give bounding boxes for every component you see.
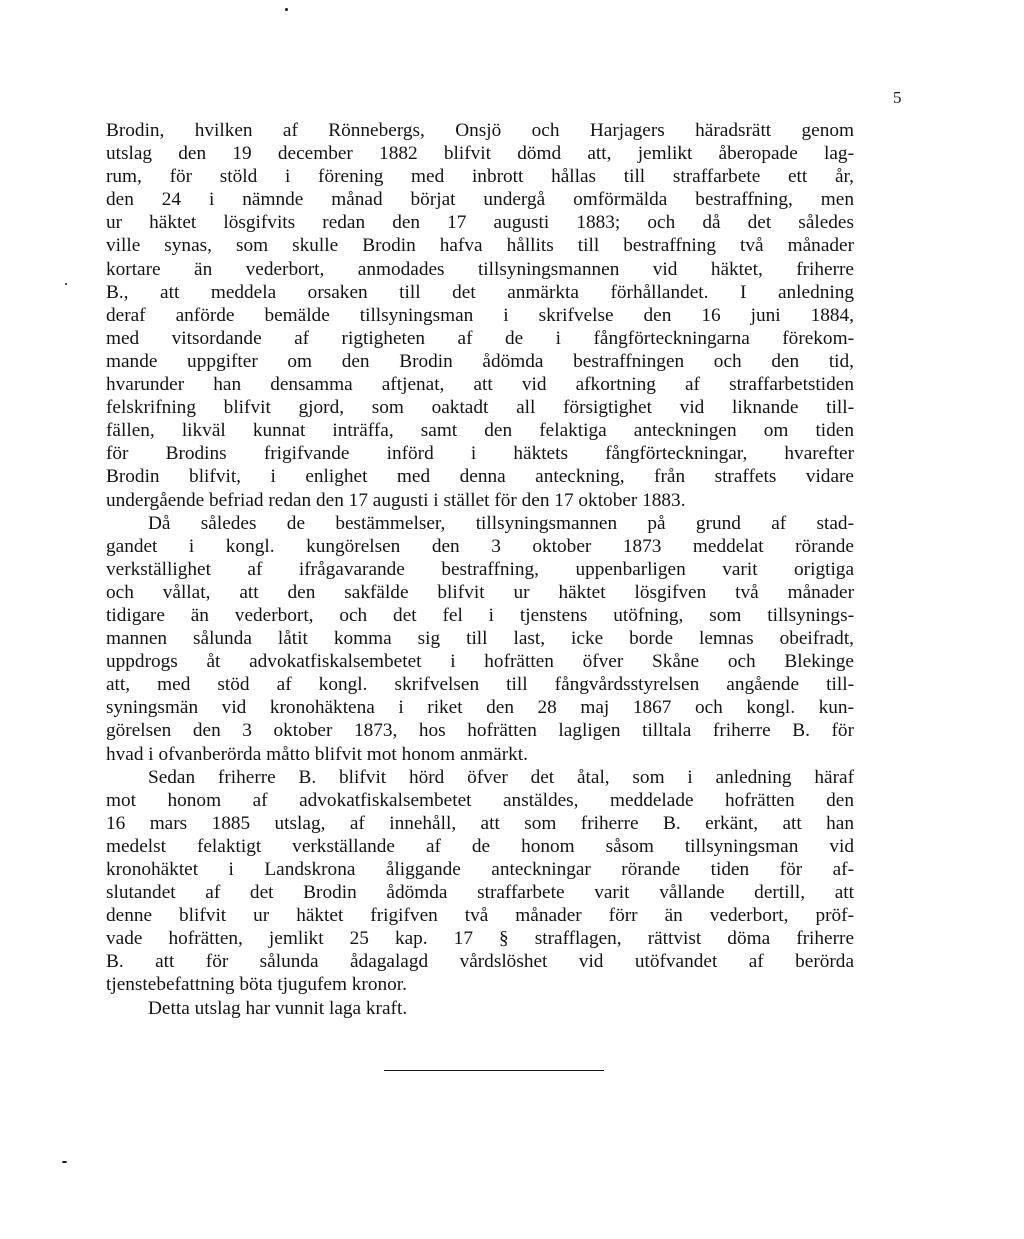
text-line: tjenstebefattning böta tjugufem kronor. xyxy=(106,974,407,996)
text-line: undergående befriad redan den 17 augusti i stället för den 17 oktober 1883. xyxy=(106,489,686,511)
text-line: Sedan friherre B. blifvit hörd öfver det åtal, som i anledning häraf xyxy=(148,766,854,788)
text-line: Brodin, hvilken af Rönnebergs, Onsjö och Harjagers häradsrätt genom xyxy=(106,120,854,141)
text-line: denne blifvit ur häktet frigifven två månader förr än vederbort, pröf- xyxy=(106,905,854,927)
print-speck xyxy=(285,8,288,11)
text-line: rum, för stöld i förening med inbrott hållas till straffarbete ett år, xyxy=(106,166,854,188)
text-line: med vitsordande af rigtigheten af de i fångförteckningarna förekom- xyxy=(106,327,854,349)
text-line: utslag den 19 december 1882 blifvit dömd att, jemlikt åberopade lag- xyxy=(106,143,854,165)
page-number: 5 xyxy=(893,88,902,107)
text-line: mannen sålunda låtit komma sig till last, icke borde lemnas obeifradt, xyxy=(106,628,854,650)
body-text xyxy=(106,119,854,1020)
text-line: görelsen den 3 oktober 1873, hos hofrätten lagligen tilltala friherre B. för xyxy=(106,720,854,742)
text-line: Detta utslag har vunnit laga kraft. xyxy=(148,997,408,1019)
text-line: felskrifning blifvit gjord, som oaktadt all försigtighet vid liknande till- xyxy=(106,397,854,419)
text-line: Då således de bestämmelser, tillsyningsmannen på grund af stad- xyxy=(148,512,854,534)
text-line: kronohäktet i Landskrona åliggande anteckningar rörande tiden för af- xyxy=(106,859,854,880)
text-line: att, med stöd af kongl. skrifvelsen till fångvårdsstyrelsen angående till- xyxy=(106,674,854,696)
text-line: Brodin blifvit, i enlighet med denna anteckning, från straffets vidare xyxy=(106,466,854,488)
text-line: slutandet af det Brodin ådömda straffarbete varit vållande dertill, att xyxy=(106,882,854,904)
text-line: mande uppgifter om den Brodin ådömda bestraffningen och den tid, xyxy=(106,350,854,372)
text-line: för Brodins frigifvande införd i häktets fångförteckningar, hvarefter xyxy=(106,443,854,465)
text-line: den 24 i nämnde månad börjat undergå omförmälda bestraffning, men xyxy=(106,189,854,211)
text-line: uppdrogs åt advokatfiskalsembetet i hofrätten öfver Skåne och Blekinge xyxy=(106,651,854,673)
text-line: ville synas, som skulle Brodin hafva hållits till bestraffning två månader xyxy=(106,235,854,257)
text-line: och vållat, att den sakfälde blifvit ur häktet lösgifven två månader xyxy=(106,581,854,603)
text-line: kortare än vederbort, anmodades tillsyningsmannen vid häktet, friherre xyxy=(106,258,854,280)
text-line: gandet i kongl. kungörelsen den 3 oktober 1873 meddelat rörande xyxy=(106,535,854,557)
text-line: hvad i ofvanberörda måtto blifvit mot honom anmärkt. xyxy=(106,743,528,765)
text-line: deraf anförde bemälde tillsyningsman i skrifvelse den 16 juni 1884, xyxy=(106,304,854,326)
text-line: B. att för sålunda ådagalagd vårdslöshet vid utöfvandet af berörda xyxy=(106,951,854,973)
text-line: mot honom af advokatfiskalsembetet anstäldes, meddelade hofrätten den xyxy=(106,789,854,811)
section-divider xyxy=(384,1070,604,1071)
print-speck xyxy=(65,283,67,285)
text-line: vade hofrätten, jemlikt 25 kap. 17 § strafflagen, rättvist döma friherre xyxy=(106,928,854,950)
text-line: 16 mars 1885 utslag, af innehåll, att som friherre B. erkänt, att han xyxy=(106,812,854,834)
print-speck xyxy=(62,1161,67,1163)
text-line: syningsmän vid kronohäktena i riket den 28 maj 1867 och kongl. kun- xyxy=(106,697,854,719)
text-line: B., att meddela orsaken till det anmärkta förhållandet. I anledning xyxy=(106,281,854,303)
text-line: ur häktet lösgifvits redan den 17 augusti 1883; och då det således xyxy=(106,212,854,234)
text-line: medelst felaktigt verkställande af de honom såsom tillsyningsman vid xyxy=(106,835,854,857)
text-line: fällen, likväl kunnat inträffa, samt den felaktiga anteckningen om tiden xyxy=(106,420,854,442)
text-line: tidigare än vederbort, och det fel i tjenstens utöfning, som tillsynings- xyxy=(106,604,854,626)
text-line: hvarunder han densamma aftjenat, att vid afkortning af straffarbetstiden xyxy=(106,374,854,396)
text-line: verkställighet af ifrågavarande bestraffning, uppenbarligen varit origtiga xyxy=(106,558,854,580)
